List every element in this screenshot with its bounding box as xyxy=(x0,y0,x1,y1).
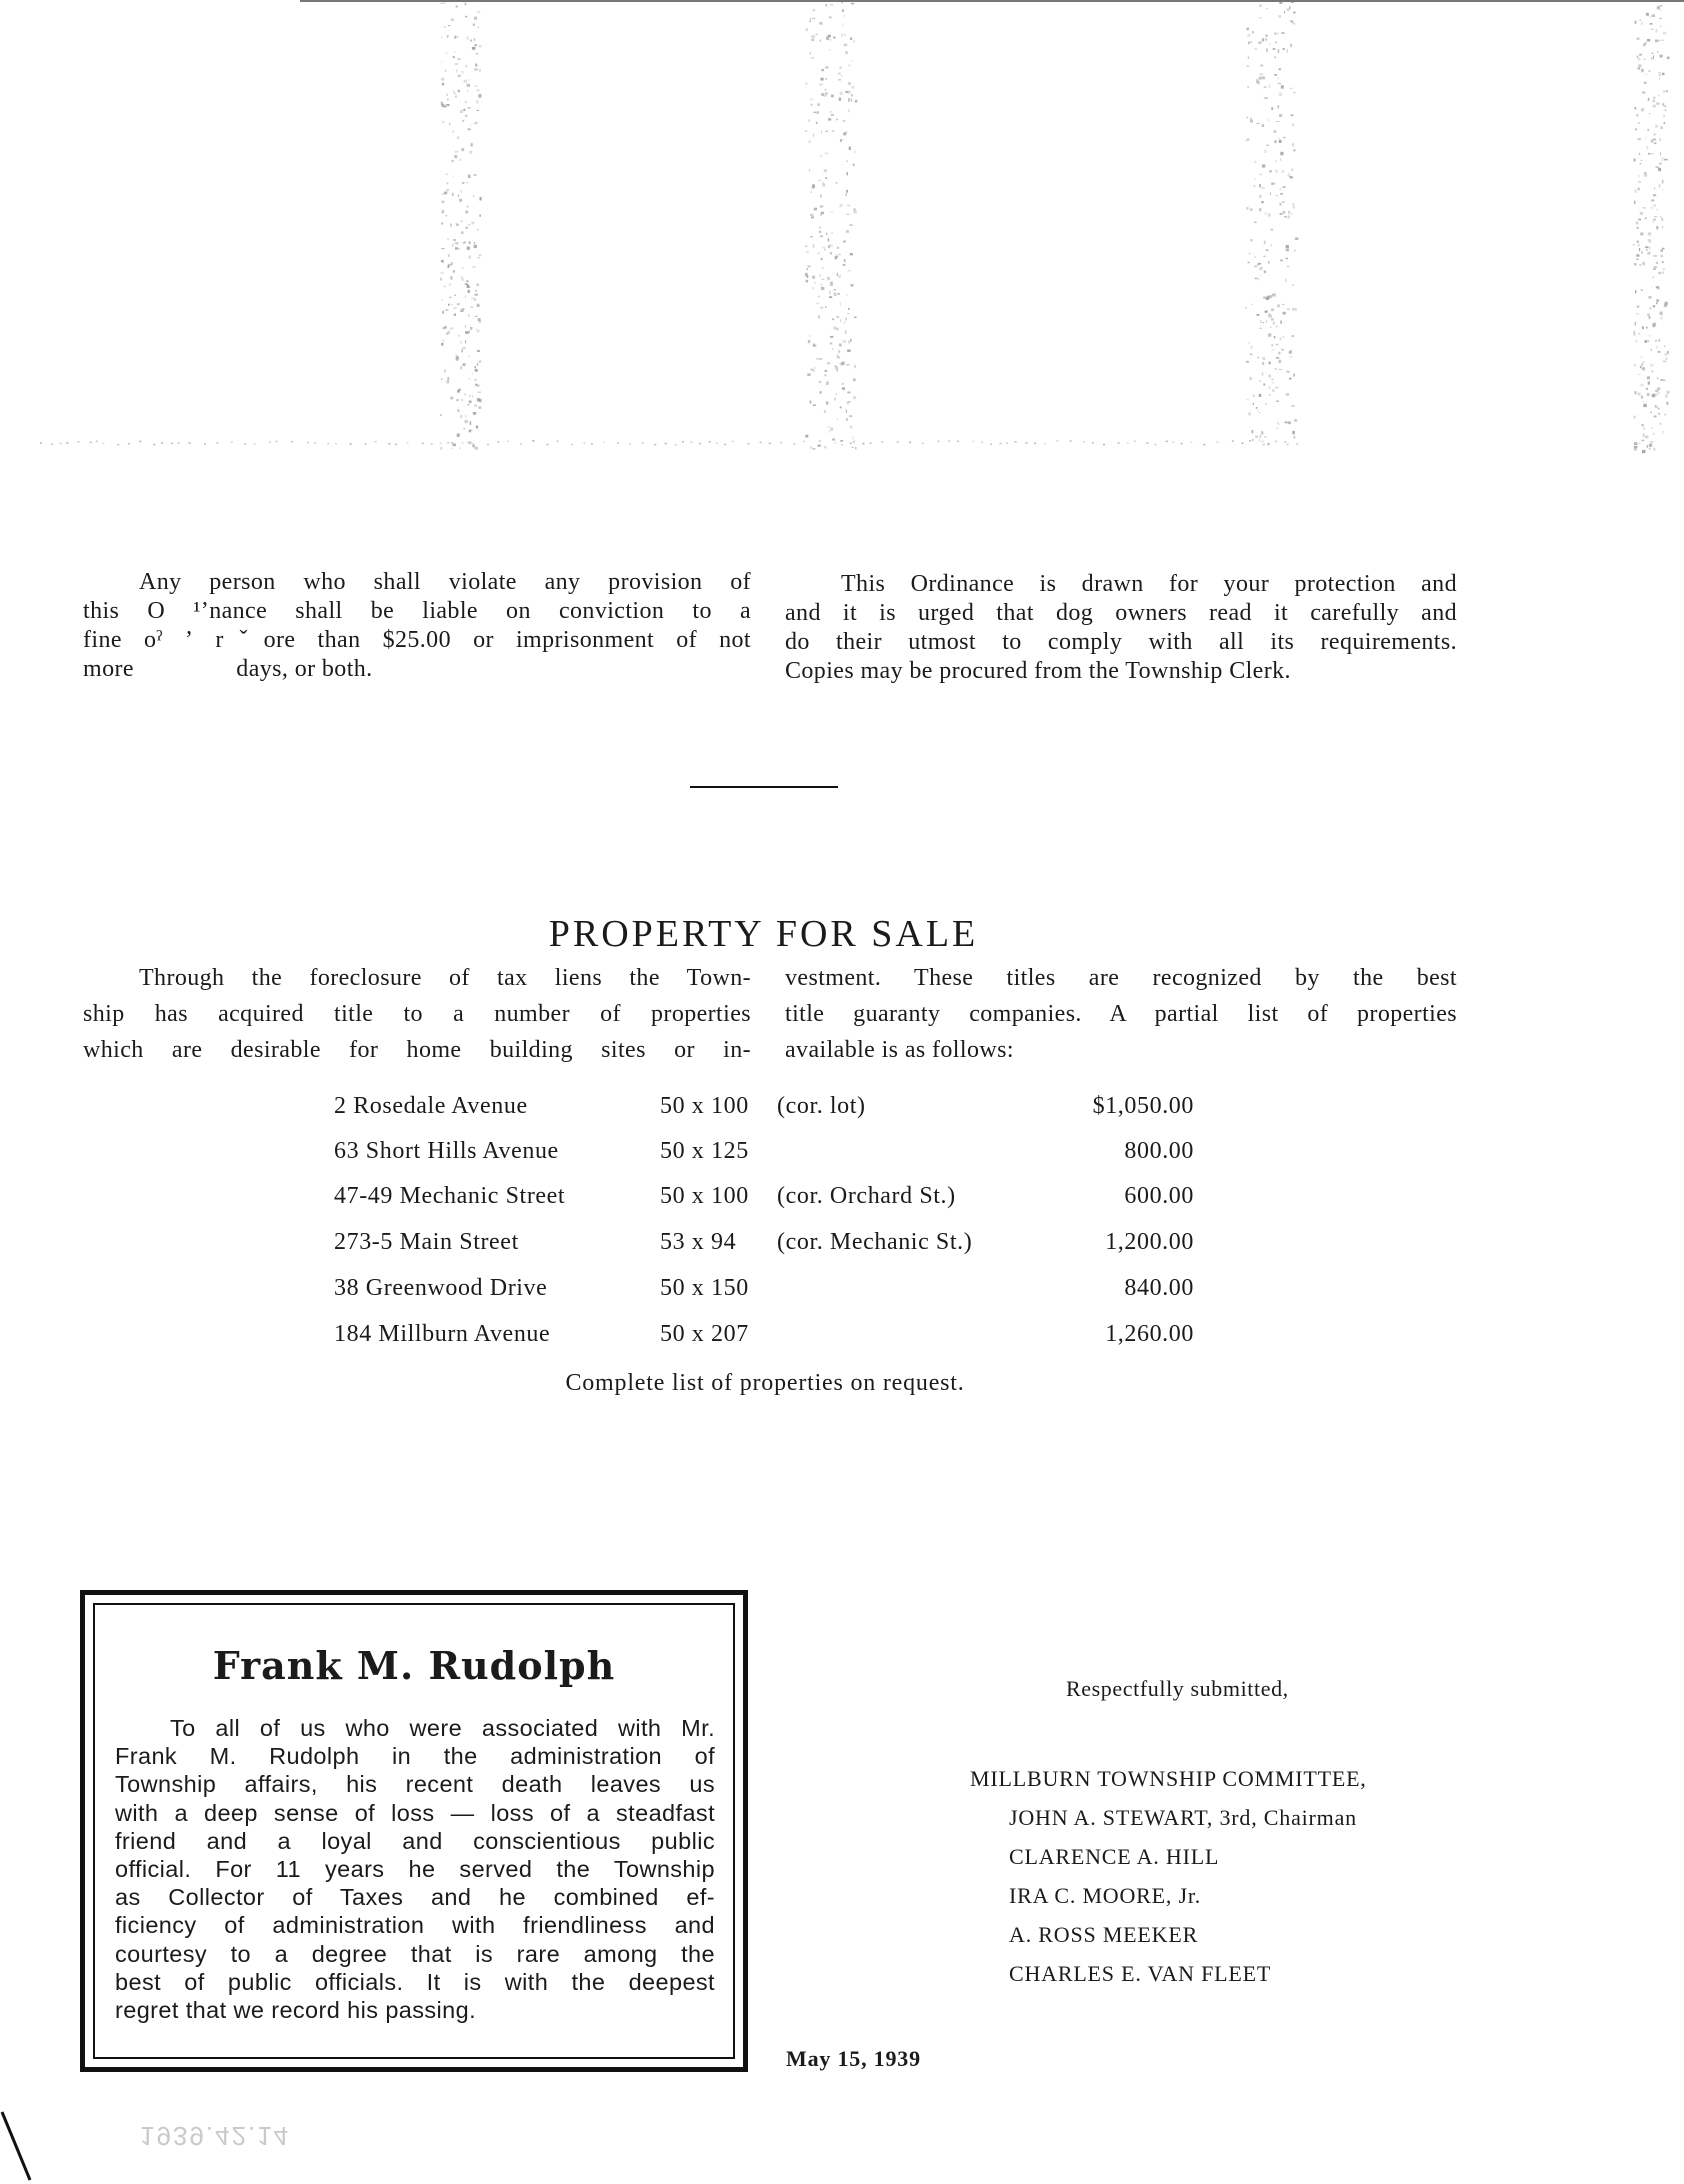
scan-speckle-artifacts xyxy=(0,0,1684,520)
table-row xyxy=(0,1183,1684,1229)
property-price: $1,050.00 xyxy=(1092,1093,1194,1119)
property-lot-size: 50 x 207 xyxy=(660,1321,749,1347)
text-line: ship has acquired title to a number of properties xyxy=(83,1001,751,1027)
text-line: as Collector of Taxes and he combined ef- xyxy=(115,1884,715,1911)
memorial-title: Frank M. Rudolph xyxy=(212,1643,616,1688)
memorial-paragraph xyxy=(115,1714,715,2024)
archive-stamp: 1939.42.14 xyxy=(140,2121,291,2151)
text-line: Through the foreclosure of tax liens the Town- xyxy=(139,965,751,991)
property-price: 1,200.00 xyxy=(1105,1229,1194,1255)
committee-member: JOHN A. STEWART, 3rd, Chairman xyxy=(1009,1805,1357,1830)
complete-list-note: Complete list of properties on request. xyxy=(565,1370,965,1396)
property-lot-size: 50 x 100 xyxy=(660,1183,749,1209)
property-lot-size: 50 x 150 xyxy=(660,1275,749,1301)
text-line: title guaranty companies. A partial list of properties xyxy=(785,1001,1457,1027)
text-line: Frank M. Rudolph in the administration of xyxy=(115,1743,715,1770)
closing-salutation: Respectfully submitted, xyxy=(1066,1676,1289,1701)
committee-member: CLARENCE A. HILL xyxy=(1009,1844,1220,1869)
text-line: regret that we record his passing. xyxy=(115,1997,477,2024)
property-address: 63 Short Hills Avenue xyxy=(334,1138,559,1164)
text-line: ficiency of administration with friendliness and xyxy=(115,1912,715,1939)
property-price: 1,260.00 xyxy=(1105,1321,1194,1347)
text-line: friend and a loyal and conscientious public xyxy=(115,1827,715,1854)
property-address: 2 Rosedale Avenue xyxy=(334,1093,528,1119)
text-line: and it is urged that dog owners read it carefully and xyxy=(785,600,1457,626)
property-lot-size: 50 x 100 xyxy=(660,1093,749,1119)
text-line: do their utmost to comply with all its requirements. xyxy=(785,629,1457,655)
text-line: Township affairs, his recent death leaves us xyxy=(115,1771,715,1798)
property-price: 600.00 xyxy=(1124,1183,1194,1209)
table-row xyxy=(0,1275,1684,1321)
text-line: To all of us who were associated with Mr. xyxy=(170,1715,715,1741)
scan-edge-mark xyxy=(0,2110,60,2184)
text-line: Copies may be procured from the Township Clerk. xyxy=(785,658,1291,684)
table-row xyxy=(0,1229,1684,1275)
text-line: Any person who shall violate any provision of xyxy=(139,569,751,595)
property-price: 840.00 xyxy=(1124,1275,1194,1301)
property-note: (cor. Orchard St.) xyxy=(777,1183,956,1209)
text-line: courtesy to a degree that is rare among the xyxy=(115,1940,715,1967)
text-line: this O ¹ʼnance shall be liable on conviction to a xyxy=(83,598,751,624)
committee-name: MILLBURN TOWNSHIP COMMITTEE, xyxy=(970,1766,1367,1791)
text-line: with a deep sense of loss — loss of a steadfast xyxy=(115,1799,715,1826)
committee-member: A. ROSS MEEKER xyxy=(1009,1922,1199,1947)
property-lot-size: 53 x 94 xyxy=(660,1229,737,1255)
property-lot-size: 50 x 125 xyxy=(660,1138,749,1164)
text-line: more days, or both. xyxy=(83,656,373,682)
property-price: 800.00 xyxy=(1124,1138,1194,1164)
report-date: May 15, 1939 xyxy=(786,2046,921,2071)
committee-member: IRA C. MOORE, Jr. xyxy=(1009,1883,1202,1908)
table-row xyxy=(0,1093,1684,1139)
property-note: (cor. lot) xyxy=(777,1093,866,1119)
property-intro-left xyxy=(83,960,751,1068)
text-line: available is as follows: xyxy=(785,1037,1014,1063)
table-row xyxy=(0,1321,1684,1367)
property-intro-right xyxy=(785,960,1457,1068)
text-line: fine oˀ ʼ rˇore than $25.00 or imprisonment of not xyxy=(83,627,751,653)
text-line: This Ordinance is drawn for your protection and xyxy=(841,571,1457,597)
property-note: (cor. Mechanic St.) xyxy=(777,1229,973,1255)
text-line: best of public officials. It is with the deepest xyxy=(115,1968,715,1995)
section-divider xyxy=(690,786,838,788)
property-address: 273-5 Main Street xyxy=(334,1229,519,1255)
property-address: 184 Millburn Avenue xyxy=(334,1321,551,1347)
committee-member: CHARLES E. VAN FLEET xyxy=(1009,1961,1272,1986)
text-line: which are desirable for home building sites or in- xyxy=(83,1037,751,1063)
ordinance-protection-paragraph xyxy=(785,570,1457,686)
text-line: vestment. These titles are recognized by the best xyxy=(785,965,1457,991)
property-for-sale-heading: PROPERTY FOR SALE xyxy=(548,912,979,955)
property-address: 38 Greenwood Drive xyxy=(334,1275,548,1301)
property-address: 47-49 Mechanic Street xyxy=(334,1183,566,1209)
ordinance-penalty-paragraph xyxy=(83,568,751,684)
table-row xyxy=(0,1138,1684,1184)
text-line: official. For 11 years he served the Township xyxy=(115,1856,715,1883)
